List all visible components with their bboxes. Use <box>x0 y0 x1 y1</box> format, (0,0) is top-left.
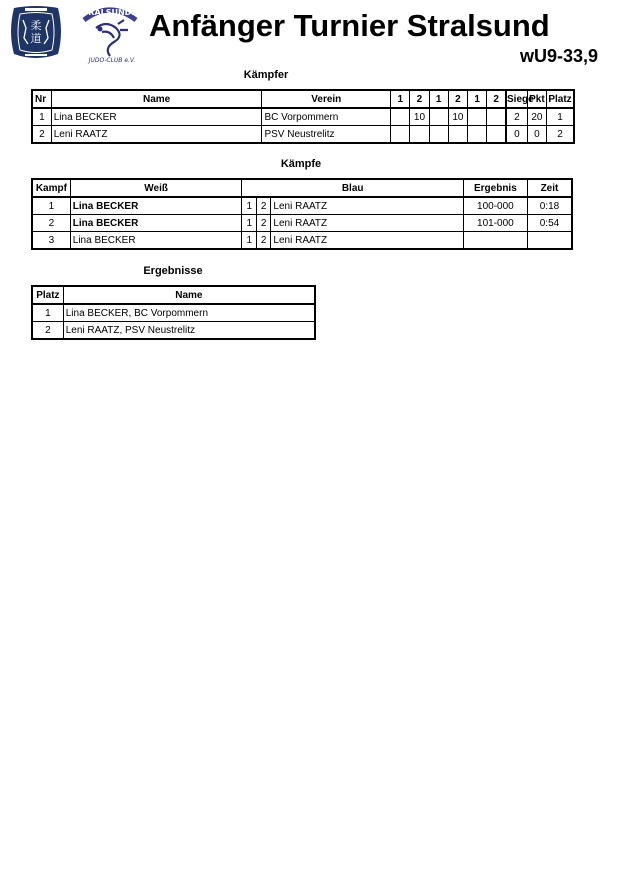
col-round: 2 <box>487 90 506 108</box>
fighter-place: 2 <box>547 126 574 144</box>
white-index: 1 <box>242 215 256 232</box>
col-blue: Blau <box>242 179 463 197</box>
fight-number: 1 <box>32 197 70 215</box>
fighters-header-row <box>32 90 574 108</box>
col-nr: Nr <box>32 90 51 108</box>
table-row <box>32 197 572 215</box>
round-score <box>468 126 487 144</box>
results-section-title: Ergebnisse <box>143 265 203 277</box>
fight-number: 3 <box>32 232 70 250</box>
table-row <box>32 304 315 322</box>
blue-index: 2 <box>256 197 270 215</box>
white-index: 1 <box>242 232 256 250</box>
fighter-place: 1 <box>547 108 574 126</box>
stralsunder-judo-club-logo <box>77 2 143 64</box>
fight-result: 101-000 <box>463 215 527 232</box>
col-round: 1 <box>429 90 448 108</box>
table-row <box>32 126 574 144</box>
svg-text:道: 道 <box>30 32 42 45</box>
fight-time: 0:18 <box>527 197 572 215</box>
round-score <box>429 108 448 126</box>
col-round: 1 <box>391 90 410 108</box>
col-club: Verein <box>262 90 391 108</box>
col-round: 2 <box>410 90 429 108</box>
judo-union-logo <box>6 4 66 62</box>
col-place: Platz <box>32 286 63 304</box>
results-table <box>31 285 316 340</box>
fight-time <box>527 232 572 250</box>
table-row <box>32 215 572 232</box>
white-index: 1 <box>242 197 256 215</box>
round-score: 10 <box>410 108 429 126</box>
col-round: 2 <box>448 90 467 108</box>
fights-table <box>31 178 573 250</box>
weight-class: wU9-33,9 <box>519 46 598 66</box>
result-name: Lina BECKER, BC Vorpommern <box>63 304 315 322</box>
fights-header-row <box>32 179 572 197</box>
fighter-name: Lina BECKER <box>51 108 262 126</box>
svg-text:柔: 柔 <box>30 19 42 32</box>
col-name: Name <box>51 90 262 108</box>
fighter-white: Lina BECKER <box>70 232 242 250</box>
col-round: 1 <box>468 90 487 108</box>
col-place: Platz <box>547 90 574 108</box>
blue-index: 2 <box>256 232 270 250</box>
fighter-white: Lina BECKER <box>70 197 242 215</box>
col-white: Weiß <box>70 179 242 197</box>
fight-result <box>463 232 527 250</box>
fighter-club: BC Vorpommern <box>262 108 391 126</box>
round-score <box>391 126 410 144</box>
round-score <box>429 126 448 144</box>
fighter-wins: 0 <box>506 126 527 144</box>
fighters-section-title: Kämpfer <box>243 69 289 81</box>
fighter-wins: 2 <box>506 108 527 126</box>
col-wins: Siege <box>506 90 527 108</box>
fights-section-title: Kämpfe <box>280 158 322 170</box>
table-row <box>32 108 574 126</box>
round-score <box>487 126 506 144</box>
blue-index: 2 <box>256 215 270 232</box>
page-title: Anfänger Turnier Stralsund <box>149 8 550 43</box>
col-fight: Kampf <box>32 179 70 197</box>
fighter-points: 20 <box>527 108 546 126</box>
fighter-blue: Leni RAATZ <box>271 232 463 250</box>
round-score <box>468 108 487 126</box>
result-place: 2 <box>32 322 63 340</box>
col-result: Ergebnis <box>463 179 527 197</box>
col-points: Pkt <box>527 90 546 108</box>
fight-time: 0:54 <box>527 215 572 232</box>
table-row <box>32 232 572 250</box>
fighter-name: Leni RAATZ <box>51 126 262 144</box>
round-score <box>448 126 467 144</box>
table-row <box>32 322 315 340</box>
fighter-club: PSV Neustrelitz <box>262 126 391 144</box>
fighter-nr: 1 <box>32 108 51 126</box>
round-score <box>391 108 410 126</box>
fighter-nr: 2 <box>32 126 51 144</box>
col-name: Name <box>63 286 315 304</box>
round-score <box>410 126 429 144</box>
col-time: Zeit <box>527 179 572 197</box>
fighter-blue: Leni RAATZ <box>271 215 463 232</box>
results-header-row <box>32 286 315 304</box>
fighter-points: 0 <box>527 126 546 144</box>
fighters-table <box>31 89 575 144</box>
fighter-white: Lina BECKER <box>70 215 242 232</box>
result-place: 1 <box>32 304 63 322</box>
fight-result: 100-000 <box>463 197 527 215</box>
svg-text:JUDO-CLUB e.V.: JUDO-CLUB e.V. <box>88 57 136 64</box>
fighter-blue: Leni RAATZ <box>271 197 463 215</box>
result-name: Leni RAATZ, PSV Neustrelitz <box>63 322 315 340</box>
round-score: 10 <box>448 108 467 126</box>
svg-text:STRALSUNDER: STRALSUNDER <box>77 8 143 17</box>
fight-number: 2 <box>32 215 70 232</box>
round-score <box>487 108 506 126</box>
